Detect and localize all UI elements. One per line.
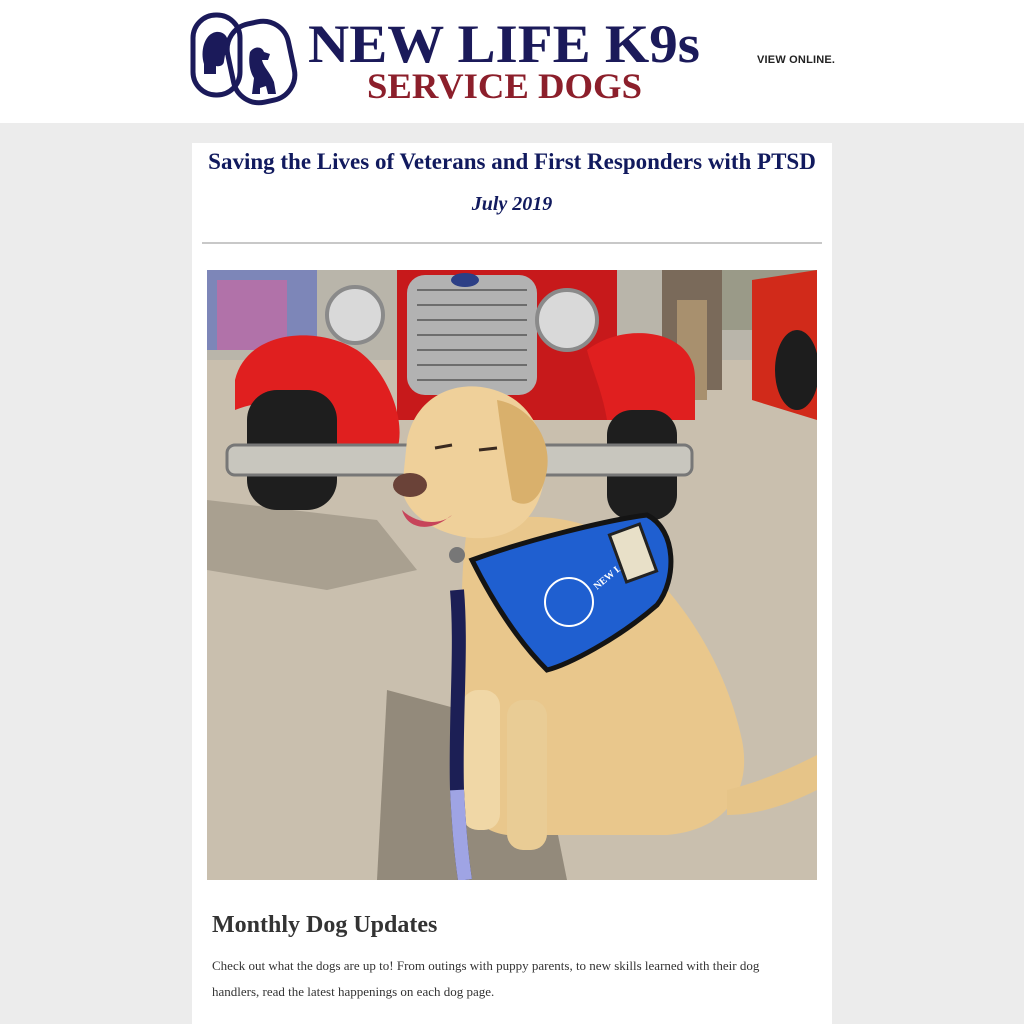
section-title-monthly-dog-updates: Monthly Dog Updates — [212, 912, 438, 938]
issue-date: July 2019 — [471, 193, 553, 215]
logo-title: NEW LIFE K9s — [308, 14, 700, 74]
view-online-link[interactable]: VIEW ONLINE. — [757, 54, 836, 66]
divider — [202, 242, 822, 244]
section-body: Check out what the dogs are up to! From outings with puppy parents, to new skills learned with their dog handlers, read the latest happenings on each dog page. — [212, 958, 760, 999]
newsletter-headline: Saving the Lives of Veterans and First Responders with PTSD — [208, 149, 816, 174]
header-bar — [0, 0, 1024, 123]
logo-emblem-icon — [193, 15, 300, 107]
newsletter-content — [192, 143, 832, 1024]
hero-photo-service-dog[interactable] — [207, 270, 817, 880]
logo-subtitle: SERVICE DOGS — [367, 66, 642, 106]
new-life-k9s-logo[interactable] — [190, 12, 710, 107]
vest-logo-text: NEW — [591, 568, 618, 593]
